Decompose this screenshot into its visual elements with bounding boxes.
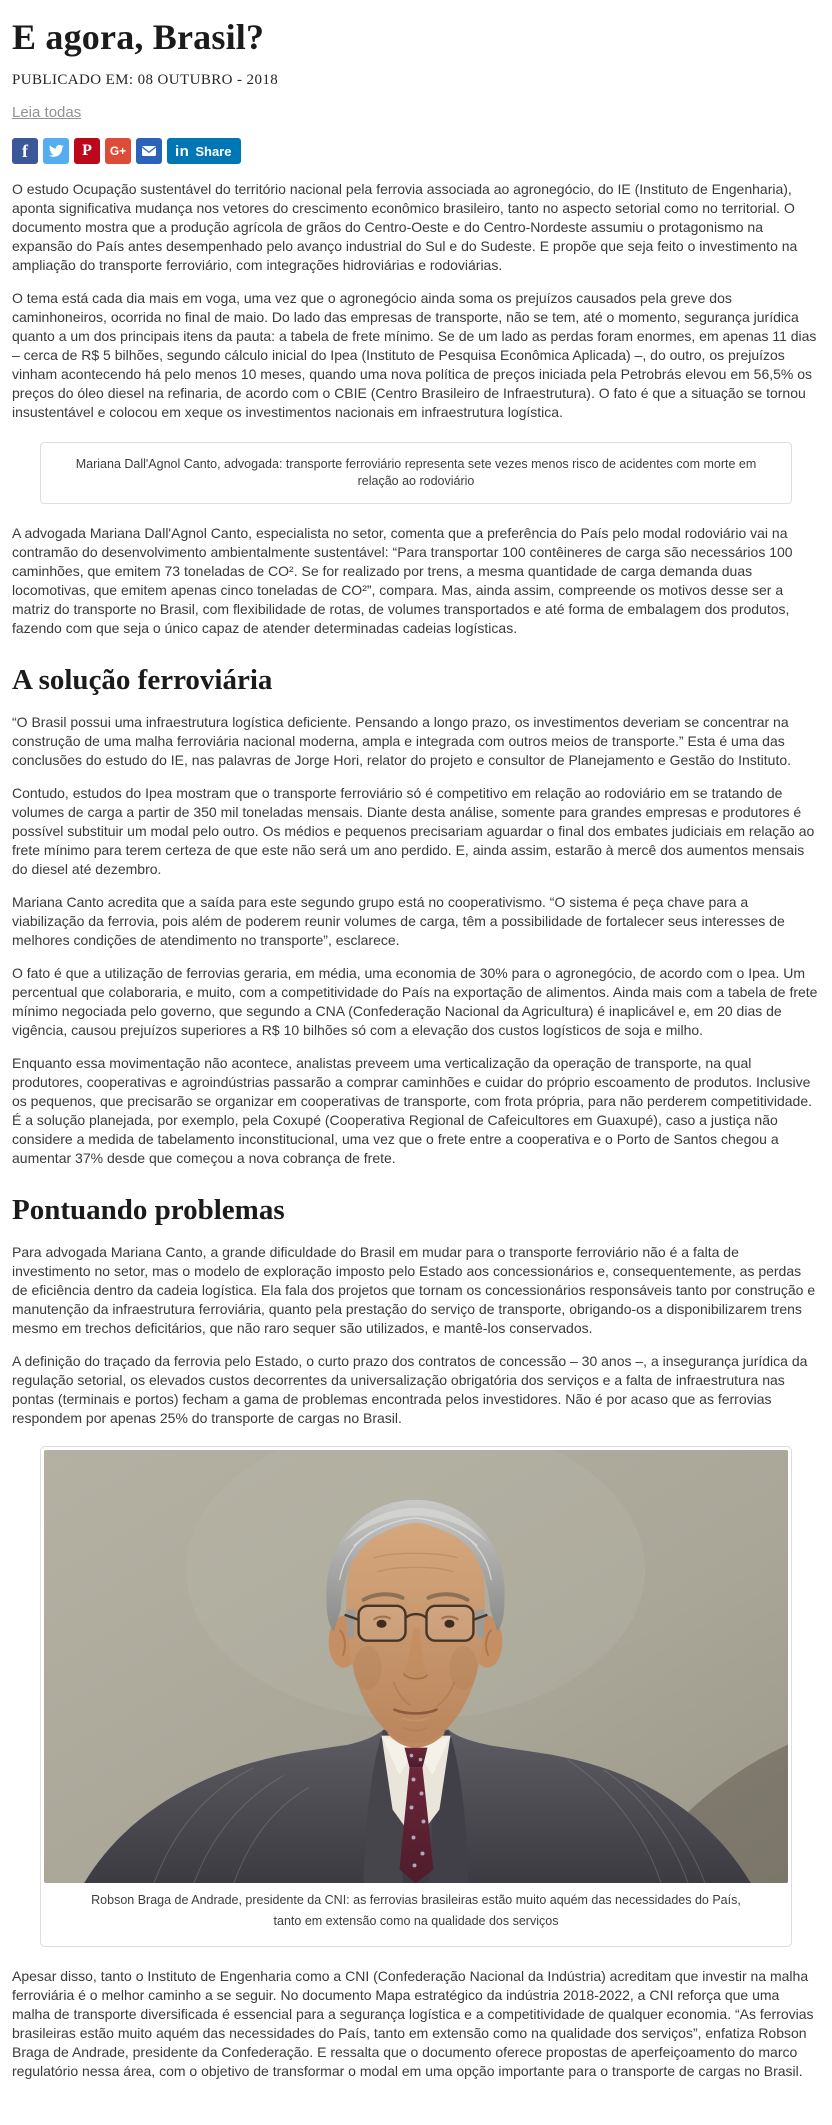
intro-paragraph: O estudo Ocupação sustentável do território nacional pela ferrovia associada ao agronegócio, do IE (Instituto de Engenharia), aponta significativa mudança nos vetores do crescimento econômico brasileiro, tanto no aspecto setorial como no territorial. O documento mostra que a produção agrícola de grãos do Centro-Oeste e do Centro-Nordeste assumiu o protagonismo na expansão do País antes desempenhado pelo avanço industrial do Sul e do Sudeste. E propõe que seja feito o investimento na ampliação do transporte ferroviário, com integrações hidroviárias e rodoviárias. [12,181,798,273]
googleplus-icon: G+ [109,144,127,158]
envelope-icon [141,144,157,158]
body-paragraph: O fato é que a utilização de ferrovias geraria, em média, uma economia de 30% para o agronegócio, de acordo com o Ipea. Um percentual que colaboraria, e muito, com a competitividade do País na exportação de alimentos. Ainda mais com a tabela de frete mínimo negociada pelo governo, que segundo a CNA (Confederação Nacional da Agricultura) é inaplicável e, em 20 dias de vigência, causou prejuízos superiores a R$ 10 bilhões só com a elevação dos custos logísticos de soja e milho. [12,965,818,1038]
share-googleplus-button[interactable] [105,138,131,164]
twitter-bird-icon [48,143,64,159]
facebook-icon: f [22,140,28,161]
section-heading-solucao: A solução ferroviária [12,664,273,696]
share-email-button[interactable] [136,138,162,164]
share-linkedin-button[interactable] [167,138,241,164]
body-paragraph: Mariana Canto acredita que a saída para este segundo grupo está no cooperativismo. “O sistema é peça chave para a viabilização da ferrovia, pois além de poderem reunir volumes de carga, têm a possibilidade de fortalecer seus interesses de melhores condições de atendimento no transporte”, esclarece. [12,894,785,948]
robson-braga-photo [44,1450,788,1883]
linkedin-share-label: Share [195,143,232,159]
article-figure [40,1446,792,1947]
share-buttons-row [12,138,820,164]
share-pinterest-button[interactable] [74,138,100,164]
section-heading-problemas: Pontuando problemas [12,1194,285,1226]
body-paragraph: “O Brasil possui uma infraestrutura logística deficiente. Pensando a longo prazo, os investimentos deveriam se concentrar na construção de uma malha ferroviária nacional moderna, ampla e integrada com outros meios de transporte.” Esta é uma das conclusões do estudo do IE, nas palavras de Jorge Hori, relator do projeto e consultor de Planejamento e Gestão do Instituto. [12,714,792,768]
published-date: PUBLICADO EM: 08 OUTUBRO - 2018 [12,72,279,88]
pull-quote: Mariana Dall'Agnol Canto, advogada: transporte ferroviário representa sete vezes menos risco de acidentes com morte em relação ao rodoviário [40,442,792,504]
body-paragraph: Contudo, estudos do Ipea mostram que o transporte ferroviário só é competitivo em relação ao rodoviário em se tratando de volumes de carga a partir de 350 mil toneladas mensais. Diante desta análise, somente para grandes empresas e produtores é possível substituir um modal pelo outro. Os médios e pequenos precisariam aguardar o final dos embates judiciais em relação ao frete mínimo para terem certeza de que este não será um ano perdido. E, ainda assim, estarão à mercê dos aumentos mensais do diesel até dezembro. [12,785,815,877]
share-twitter-button[interactable] [43,138,69,164]
pinterest-icon: P [82,142,92,159]
page-title: E agora, Brasil? [12,17,265,57]
read-all-link[interactable]: Leia todas [12,104,82,121]
body-paragraph: Enquanto essa movimentação não acontece, analistas preveem uma verticalização da operação de transporte, na qual produtores, cooperativas e agroindústrias passarão a comprar caminhões e cuidar do próprio escoamento de produtos. Inclusive os pequenos, que precisarão se organizar em cooperativas de transporte, com frota própria, para não perderem competitividade. É a solução planejada, por exemplo, pela Coxupé (Cooperativa Regional de Cafeicultores em Guaxupé), caso a justiça não considere a medida de tabelamento inconstitucional, uma vez que o frete entre a cooperativa e o Porto de Santos chegou a aumentar 37% desde que começou a nova cobrança de frete. [12,1055,813,1166]
share-facebook-button[interactable] [12,138,38,164]
body-paragraph: A definição do traçado da ferrovia pelo Estado, o curto prazo dos contratos de concessão – 30 anos –, a insegurança jurídica da regulação setorial, os elevados custos decorrentes da universalização obrigatória dos serviços e a falta de infraestrutura nas pontas (terminais e portos) fecham a gama de problemas encontrada pelos investidores. Não é por acaso que as ferrovias respondem por apenas 25% do transporte de cargas no Brasil. [12,1353,808,1426]
body-paragraph: Para advogada Mariana Canto, a grande dificuldade do Brasil em mudar para o transporte ferroviário não é a falta de investimento no setor, mas o modelo de exploração imposto pelo Estado aos concessionários e, consequentemente, as perdas de eficiência dentro da cadeia logística. Ela fala dos projetos que tornam os concessionários responsáveis tanto por construção e manutenção da infraestrutura ferroviária, quanto pela prestação do serviço de transporte, obrigando-os a disponibilizarem trens mesmo em trechos deficitários, que não raro sequer são utilizados, e mantê-los conservados. [12,1244,816,1336]
linkedin-icon: in [175,142,190,160]
figure-caption: Robson Braga de Andrade, presidente da CNI: as ferrovias brasileiras estão muito aquém das necessidades do País, tanto em extensão como na qualidade dos serviços [91,1893,741,1929]
body-paragraph: A advogada Mariana Dall'Agnol Canto, especialista no setor, comenta que a preferência do País pelo modal rodoviário vai na contramão do desenvolvimento ambientalmente sustentável: “Para transportar 100 contêineres de carga são necessários 100 caminhões, que emitem 73 toneladas de CO². Se for realizado por trens, a mesma quantidade de carga demanda duas locomotivas, que emitem apenas cinco toneladas de CO²”, compara. Mas, ainda assim, compreende os motivos desse ser a matriz do transporte no Brasil, com flexibilidade de rotas, de volumes transportados e até forma de embalagem dos produtos, fazendo com que seja o único capaz de atender determinadas cadeias logísticas. [12,525,793,636]
closing-paragraph: Apesar disso, tanto o Instituto de Engenharia como a CNI (Confederação Nacional da Indústria) acreditam que investir na malha ferroviária é o melhor caminho a se seguir. No documento Mapa estratégico da indústria 2018-2022, a CNI reforça que uma malha de transporte diversificada é essencial para a segurança logística e a competitividade de qualquer economia. “As ferrovias brasileiras estão muito aquém das necessidades do País, tanto em extensão como na qualidade dos serviços”, enfatiza Robson Braga de Andrade, presidente da Confederação. E ressalta que o documento oferece propostas de aperfeiçoamento do marco regulatório nessa área, com o objetivo de transformar o modal em uma opção importante para o transporte de cargas no Brasil. [12,1968,814,2080]
intro-paragraph: O tema está cada dia mais em voga, uma vez que o agronegócio ainda soma os prejuízos causados pela greve dos caminhoneiros, ocorrida no final de maio. Do lado das empresas de transporte, não se tem, até o momento, segurança jurídica quanto a um dos principais itens da pauta: a tabela de frete mínimo. Se de um lado as perdas foram enormes, em apenas 11 dias – cerca de R$ 5 bilhões, segundo cálculo inicial do Ipea (Instituto de Pesquisa Econômica Aplicada) –, do outro, os prejuízos vinham acontecendo há pelo menos 10 meses, quando uma nova política de preços iniciada pela Petrobrás elevou em 56,5% os preços do óleo diesel na refinaria, de acordo com o CBIE (Centro Brasileiro de Infraestrutura). O fato é que a situação se tornou insustentável e colocou em xeque os investimentos nacionais em infraestrutura logística. [12,290,817,420]
